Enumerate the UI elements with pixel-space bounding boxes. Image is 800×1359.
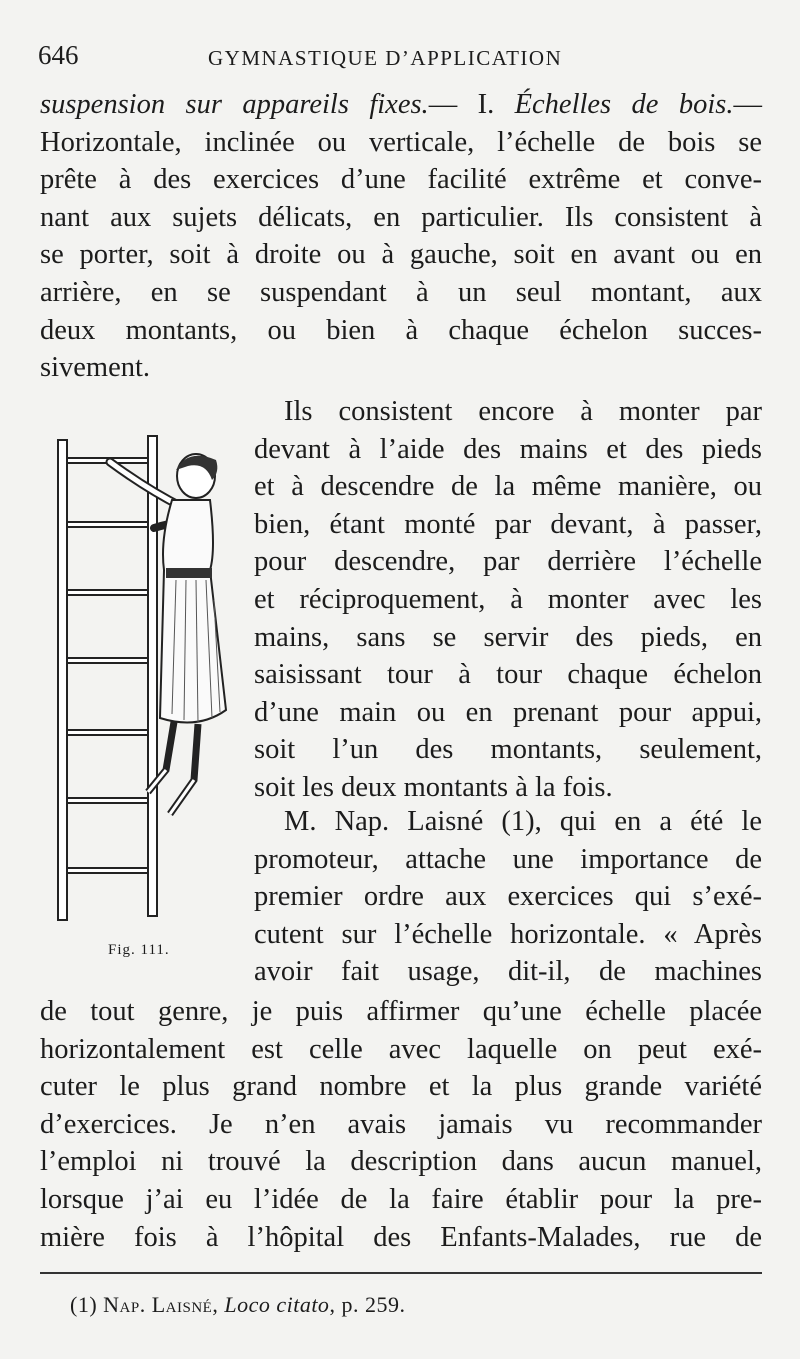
text-line: Horizontale, inclinée ou verticale, l’échelle de bois se xyxy=(40,126,762,158)
end-dash: — xyxy=(733,89,762,120)
text-line: de tout genre, je puis affirmer qu’une échelle placée xyxy=(40,996,762,1027)
paragraph-laisne xyxy=(254,803,762,991)
text-line: soit les deux montants à la fois. xyxy=(254,771,613,803)
footnote xyxy=(70,1292,405,1318)
page-number: 646 xyxy=(38,40,79,70)
text-line: pour descendre, par derrière l’échelle xyxy=(254,546,762,578)
text-line xyxy=(40,86,762,124)
text-line: Ils consistent encore à monter par xyxy=(284,396,762,427)
text-line: M. Nap. Laisné (1), qui en a été le xyxy=(284,806,762,837)
text-line: sivement. xyxy=(40,352,151,384)
text-line: premier ordre aux exercices qui s’exé- xyxy=(254,881,762,913)
text-line: arrière, en se suspendant à un seul montant, aux xyxy=(40,276,762,308)
text-line: prête à des exercices d’une facilité extrême et conve- xyxy=(40,164,762,196)
text-line: mains, sans se servir des pieds, en xyxy=(254,621,762,653)
text-line: soit l’un des montants, seulement, xyxy=(254,734,762,766)
text-line: l’emploi ni trouvé la description dans aucun manuel, xyxy=(40,1146,762,1178)
text-line: bien, étant monté par devant, à passer, xyxy=(254,508,762,540)
text-line: se porter, soit à droite ou à gauche, soit en avant ou en xyxy=(40,239,762,271)
text-line: mière fois à l’hôpital des Enfants-Malades, rue de xyxy=(40,1221,762,1253)
text-line: d’une main ou en prenant pour appui, xyxy=(254,696,762,728)
woman-climbing-ladder-illustration xyxy=(48,430,248,930)
text-line: et réciproquement, à monter avec les xyxy=(254,583,762,615)
footnote-rule xyxy=(40,1272,762,1274)
footnote-work: Loco citato xyxy=(224,1292,330,1317)
italic-heading: suspension sur appareils fixes. xyxy=(40,89,429,120)
footnote-marker: (1) xyxy=(70,1292,104,1317)
text-line: deux montants, ou bien à chaque échelon succes- xyxy=(40,314,762,346)
paragraph-suspension xyxy=(40,86,762,387)
footnote-page: , p. 259. xyxy=(329,1292,406,1317)
text-line: cutent sur l’échelle horizontale. « Après xyxy=(254,918,762,950)
running-head xyxy=(38,40,758,80)
text-line: horizontalement est celle avec laquelle on peut exé- xyxy=(40,1033,762,1065)
text-line: promoteur, attache une importance de xyxy=(254,843,762,875)
text-line: d’exercices. Je n’en avais jamais vu recommander xyxy=(40,1108,762,1140)
text-line: cuter le plus grand nombre et la plus grande variété xyxy=(40,1071,762,1103)
text-line: avoir fait usage, dit-il, de machines xyxy=(254,956,762,988)
footnote-separator: , xyxy=(212,1292,225,1317)
text-line: saisissant tour à tour chaque échelon xyxy=(254,659,762,691)
section-dash: — I. xyxy=(428,89,515,120)
text-line: devant à l’aide des mains et des pieds xyxy=(254,433,762,465)
footnote-author: Nap. Laisné xyxy=(103,1292,213,1317)
text-line: et à descendre de la même manière, ou xyxy=(254,471,762,503)
figure-ladder xyxy=(48,430,248,970)
paragraph-laisne-continued xyxy=(40,993,762,1256)
text-line: nant aux sujets délicats, en particulier. Ils consistent à xyxy=(40,201,762,233)
figure-caption: Fig. 111. xyxy=(108,942,170,958)
running-title: GYMNASTIQUE D’APPLICATION xyxy=(208,46,563,70)
text-line: lorsque j’ai eu l’idée de la faire établir pour la pre- xyxy=(40,1183,762,1215)
paragraph-climbing xyxy=(254,393,762,807)
italic-section-title: Échelles de bois. xyxy=(514,89,734,120)
